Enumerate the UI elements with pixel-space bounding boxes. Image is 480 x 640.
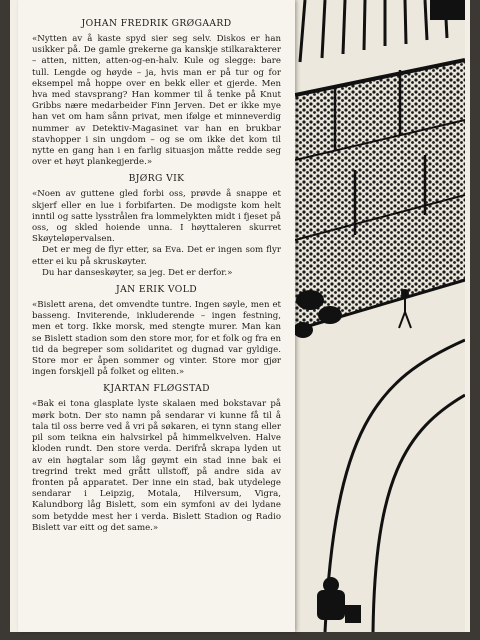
paragraph: «Noen av guttene gled forbi oss, prøvde å snappe et skjerf eller en lue i forbifarten. De modigste kom helt inntil og satte lysstrålen fra lommelykten midt i fjeset på oss, og skled hoiende unna. I høyttaleren skurret Skøyteløpervalsen. — [32, 189, 281, 245]
author-heading: JOHAN FREDRIK GRØGAARD — [81, 18, 232, 29]
section-flogstad — [32, 383, 281, 533]
paragraph: «Bak ei tona glasplate lyste skalaen med bokstavar på mørk botn. Der sto namn på sendarar vi kunne få til å tala til oss berre ved å vri på søkaren, ei tynn stang eller pil som teikna ein halvsirkel på himmelkvelven. Halve kloden rundt. Den store verda. Derifrå skrapa lyden ut av ein høgtalar som låg gøymt ein stad inne bak ei tregrind trekt med grått ullstoff, på andre sida av fronten på apparatet. Der inne ein stad, bak utydelege sendarar i Leipzig, Motala, Hilversum, Vigra, Kalundborg låg Bislett, som ein symfoni av dei lydane som betydde mest her i verda. Bislett Stadion og Radio Bislett var eitt og det same.» — [32, 399, 281, 533]
stadium-drawing — [295, 0, 465, 632]
section-vold — [32, 284, 281, 378]
section-grogaard — [32, 18, 281, 168]
stadium-illustration — [295, 0, 465, 632]
paragraph: «Nytten av å kaste spyd sier seg selv. Diskos er han usikker på. De gamle grekerne ga kanskje stilkarakterer – atten, nitten, atten-og-en-halv. Kule og slegge: bare tull. Lengde og høyde – ja, hvis man er på tur og for eksempel må hoppe over en bekk eller et gjerde. Men hva med stavsprang? Han kommer til å tenke på Knut Gribbs nære medarbeider Finn Jerven. Det er ikke mye han vet om ham sånn privat, men ifølge et minneverdig nummer av Detektiv-Magasinet var han en brukbar stavhopper i sin ungdom – og se om ikke det kom til nytte en gang han i en farlig situasjon måtte redde seg over et høyt plankegjerde.» — [32, 34, 281, 168]
text-page — [18, 0, 295, 632]
section-vik — [32, 173, 281, 279]
paragraph: Det er meg de flyr etter, sa Eva. Det er ingen som flyr etter ei ku på skruskøyter. — [32, 245, 281, 267]
paragraph: Du har danseskøyter, sa jeg. Det er derfor.» — [42, 267, 233, 278]
author-heading: KJARTAN FLØGSTAD — [103, 383, 210, 395]
author-heading: JAN ERIK VOLD — [116, 284, 197, 296]
author-heading: BJØRG VIK — [128, 173, 185, 185]
paragraph: «Bislett arena, det omvendte tuntre. Ingen søyle, men et basseng. Inviterende, inkluderende – ingen festning, men et torg. Ikke morsk, med stengte murer. Man kan se Bislett stadion som den store mor, for et folk og fra en tid da begreper som solidaritet og dugnad var gyldige. Store mor er åpen sommer og vinter. Store mor gjør ingen forskjell på folket og eliten.» — [32, 300, 281, 378]
